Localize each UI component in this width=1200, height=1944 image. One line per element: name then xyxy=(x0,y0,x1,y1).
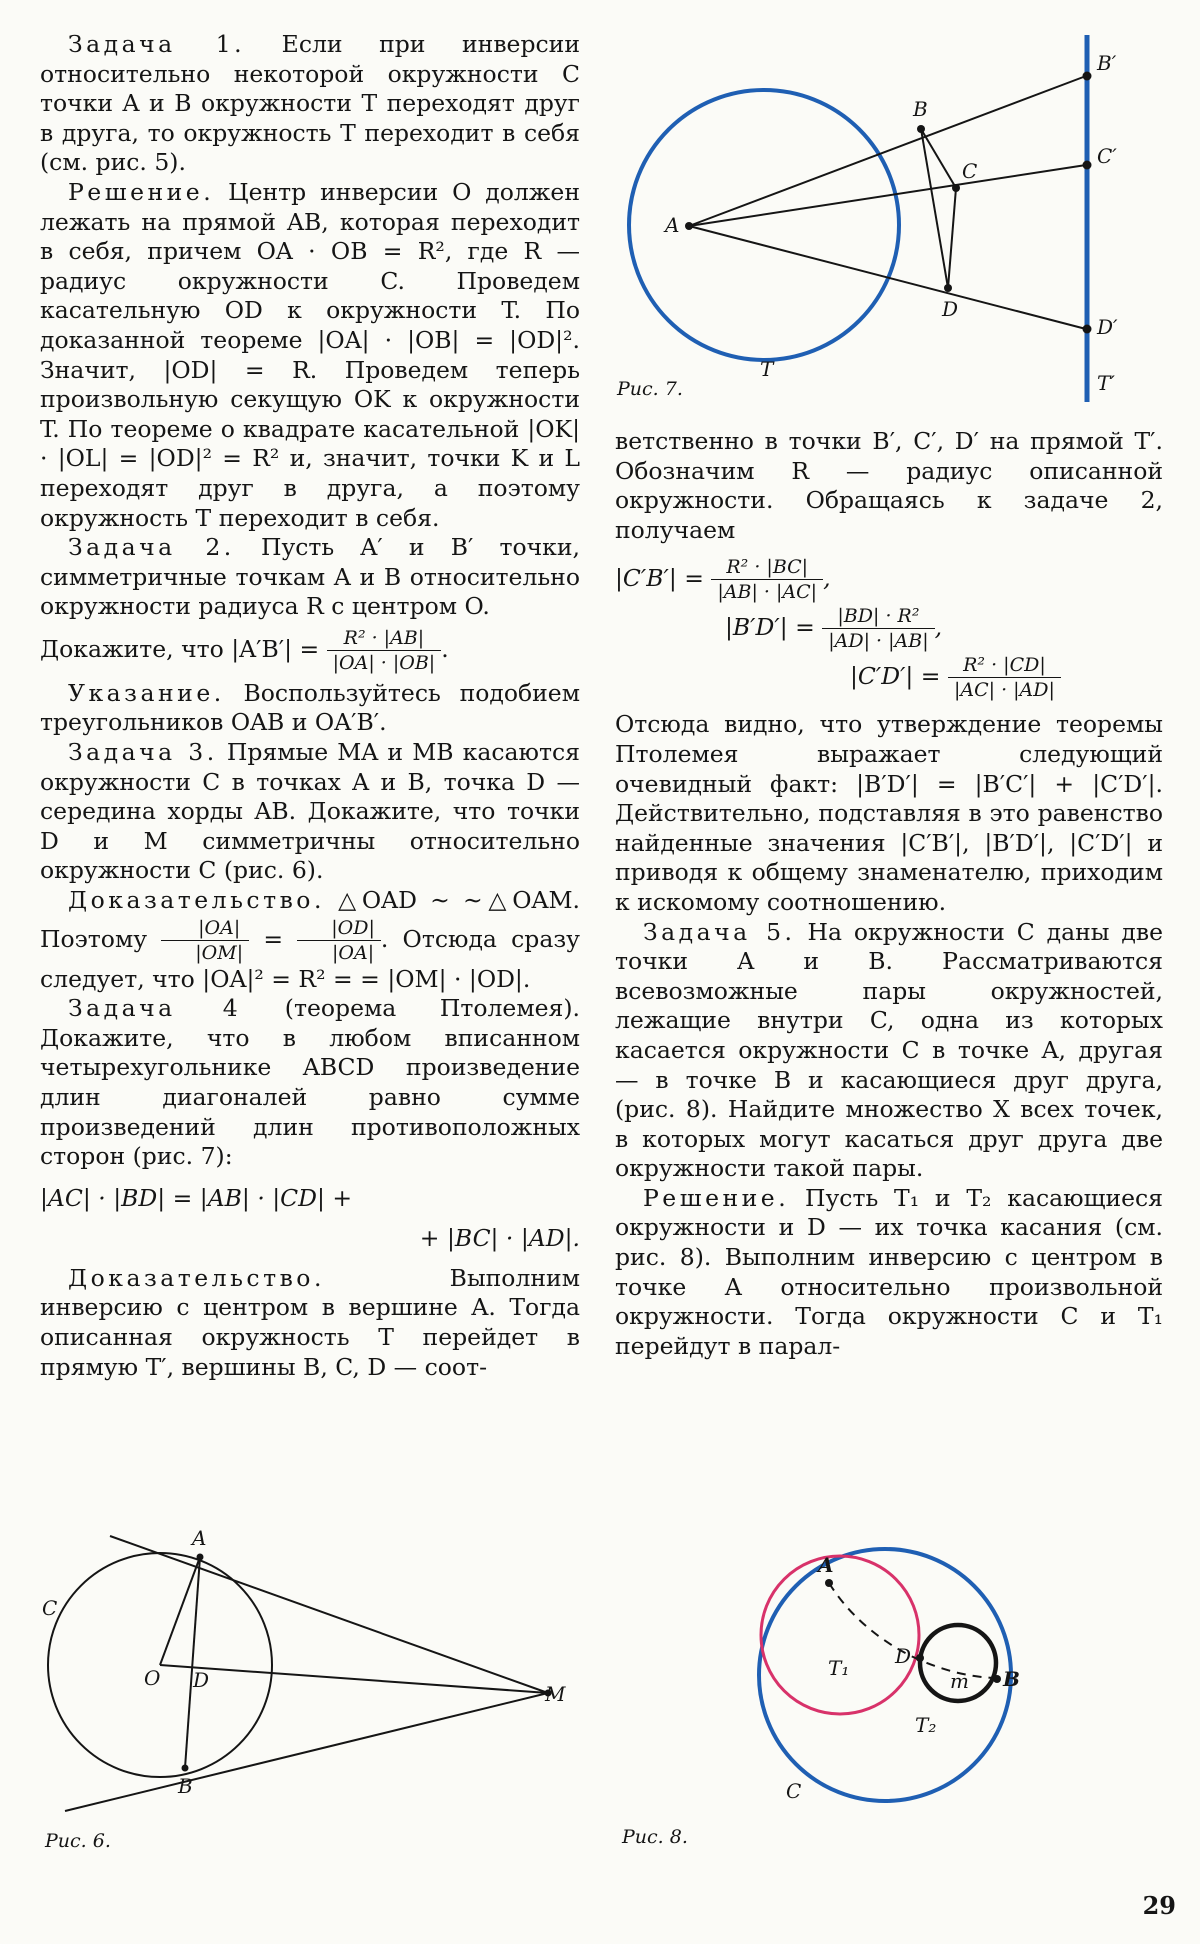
fig7-point-b-prime xyxy=(1083,72,1092,81)
fig8-label-m: m xyxy=(950,1669,969,1693)
proof-3-frac1-den: |OM| xyxy=(195,941,244,964)
ptolemy-equations xyxy=(615,555,1163,702)
ptolemy-formula-line-2: + |BC| · |AD|. xyxy=(419,1223,580,1252)
fig7-point-c xyxy=(952,184,960,192)
problem-4-heading: Задача 4 xyxy=(68,994,242,1023)
ptolemy-formula-line-1: |AC| · |BD| = |AB| · |CD| + xyxy=(40,1183,353,1212)
fig7-point-d-prime xyxy=(1083,325,1092,334)
eq1-lhs: |C′B′| = xyxy=(615,564,712,593)
problem-2-frac-num: R² · |AB| xyxy=(327,626,442,651)
problem-3-heading: Задача 3. xyxy=(68,738,218,767)
eq1-end: , xyxy=(823,564,831,593)
eq1-fraction xyxy=(711,555,823,604)
problem-2-end: . xyxy=(441,634,449,663)
fig7-label-c-prime: C′ xyxy=(1097,144,1117,168)
proof-4-heading: Доказательство. xyxy=(68,1263,325,1292)
fig7-label-t: T xyxy=(760,357,774,381)
problem-2-fraction xyxy=(327,626,442,675)
problem-2-statement xyxy=(40,626,580,675)
fig6-lines xyxy=(65,1536,548,1811)
solution-1-heading: Решение. xyxy=(68,177,215,206)
fig7-label-b: B xyxy=(913,97,928,121)
problem-4 xyxy=(40,994,580,1172)
proof-3-eq: = xyxy=(249,924,298,953)
solution-5-heading: Решение. xyxy=(643,1183,790,1212)
problem-1-text: Если при инверсии относительно некоторой окружности C точки A и B окружности T переходят друг в друга, то окружность T переходит в себя (см. рис. 5). xyxy=(40,30,580,177)
proof-3-frac1-num: |OA| xyxy=(161,916,249,941)
fig6-point-b xyxy=(182,1765,189,1772)
proof-3-fraction-1 xyxy=(161,916,249,965)
proof-3-text-2: . Отсюда сразу следует, что |OA|² = R² = = |OM| · |OD|. xyxy=(40,924,580,993)
problem-2 xyxy=(40,533,580,622)
eq2-end: , xyxy=(934,613,943,642)
fig8-label-t1: T₁ xyxy=(828,1656,850,1680)
eq3-fraction xyxy=(948,653,1061,702)
fig7-point-c-prime xyxy=(1083,161,1092,170)
eq2-fraction xyxy=(822,604,934,653)
problem-5 xyxy=(615,918,1163,1184)
equation-2 xyxy=(725,604,1163,653)
proof-3-fraction-2 xyxy=(297,916,381,965)
continuation-text: ветственно в точки B′, C′, D′ на прямой T′. Обозначим R — радиус описанной окружности. Обращаясь к задаче 2, получаем xyxy=(615,427,1163,544)
problem-5-heading: Задача 5. xyxy=(643,917,796,946)
eq1-num: R² · |BC| xyxy=(711,555,823,580)
fig8-label-c: C xyxy=(786,1779,802,1803)
fig8-label-a: A xyxy=(818,1553,834,1577)
fig6-label-m: M xyxy=(545,1682,566,1706)
fig7-point-a xyxy=(685,222,693,230)
solution-5-text: Пусть T₁ и T₂ касающиеся окружности и D — их точка касания (см. рис. 8). Выполним инверсию с центром в точке A относительно произвольной окружности. Тогда окружности C и T₁ перейдут в парал- xyxy=(615,1183,1163,1360)
page-number: 29 xyxy=(1142,1891,1176,1920)
figure-8 xyxy=(740,1545,1070,1825)
eq2-num: |BD| · R² xyxy=(822,604,934,629)
solution-5 xyxy=(615,1184,1163,1362)
fig8-label-t2: T₂ xyxy=(915,1713,937,1737)
figure-7-caption: Рис. 7. xyxy=(617,378,683,400)
problem-2-heading: Задача 2. xyxy=(68,533,235,562)
fig7-points xyxy=(685,72,1092,334)
figure-7 xyxy=(610,30,1118,410)
fig6-tangent-mb xyxy=(65,1693,548,1811)
fig6-label-a: A xyxy=(192,1526,207,1550)
fig7-label-b-prime: B′ xyxy=(1097,51,1117,75)
left-column xyxy=(40,30,580,1382)
proof-3-frac2-num: |OD| xyxy=(297,916,381,941)
eq1-den: |AB| · |AC| xyxy=(717,581,818,604)
fig7-lines xyxy=(689,76,1086,329)
fig7-point-b xyxy=(917,125,925,133)
equation-3 xyxy=(850,653,1163,702)
problem-3 xyxy=(40,738,580,886)
fig6-label-o: O xyxy=(144,1666,161,1690)
fig7-point-d xyxy=(944,284,952,292)
fig7-label-d: D xyxy=(942,297,959,321)
eq3-num: R² · |CD| xyxy=(948,653,1061,678)
fig8-point-d xyxy=(916,1654,924,1662)
fig6-point-a xyxy=(197,1554,204,1561)
fig7-chord-cd xyxy=(948,188,956,288)
fig8-label-b: B xyxy=(1003,1667,1020,1691)
proof-4-text: Выполним инверсию с центром в вершине A. Тогда описанная окружность T перейдет в прямую T′, вершины B, C, D — соот- xyxy=(40,1263,580,1381)
eq3-den: |AC| · |AD| xyxy=(953,679,1055,702)
fig6-tangent-ma xyxy=(110,1536,548,1693)
fig6-label-c: C xyxy=(42,1596,58,1620)
eq2-lhs: |B′D′| = xyxy=(725,613,823,642)
figure-6 xyxy=(40,1525,580,1815)
fig7-label-d-prime: D′ xyxy=(1097,315,1118,339)
figure-6-caption: Рис. 6. xyxy=(45,1830,111,1852)
proof-3-frac2-den: |OA| xyxy=(332,941,375,964)
fig7-label-a: A xyxy=(665,213,680,237)
solution-1 xyxy=(40,178,580,533)
fig7-line-ab xyxy=(689,76,1086,226)
problem-2-frac-den: |OA| · |OB| xyxy=(332,651,436,674)
figure-8-caption: Рис. 8. xyxy=(622,1826,688,1848)
fig7-label-c: C xyxy=(962,159,978,183)
ptolemy-conclusion: Отсюда видно, что утверждение теоремы Птолемея выражает следующий очевидный факт: |B′D′| = |B′C′| + |C′D′|. Действительно, подставляя в это равенство найденные значения |C′B′|, |B′D′|, |C′D′| и приводя к общему знаменателю, приходим к искомому соотношению. xyxy=(615,710,1163,916)
ptolemy-formula xyxy=(40,1178,580,1258)
fig8-circle-t1 xyxy=(761,1556,919,1714)
hint-2-heading: Указание. xyxy=(68,678,225,707)
fig8-point-a xyxy=(825,1579,833,1587)
proof-3 xyxy=(40,886,580,994)
problem-1-heading: Задача 1. xyxy=(68,30,246,58)
problem-4-text: (теорема Птолемея). Докажите, что в любом вписанном четырехугольнике ABCD произведение длин диагоналей равно сумме произведений длин противоположных сторон (рис. 7): xyxy=(40,994,580,1171)
fig7-line-ad xyxy=(689,226,1086,329)
problem-5-text: На окружности C даны две точки A и B. Рассматриваются всевозможные пары окружностей, лежащие внутри C, одна из которых касается окружности C в точке A, другая — в точке B и касающиеся друг друга, (рис. 8). Найдите множество X всех точек, в которых могут касаться друг друга две окружности такой пары. xyxy=(615,917,1164,1183)
hint-2 xyxy=(40,679,580,738)
proof-4 xyxy=(40,1264,580,1382)
eq3-lhs: |C′D′| = xyxy=(850,662,948,691)
problem-3-text: Прямые MA и MB касаются окружности C в точках A и B, точка D — середина хорды AB. Докажите, что точки D и M симметричны относительно окружности C (рис. 6). xyxy=(40,738,580,885)
fig6-label-d: D xyxy=(193,1668,210,1692)
fig6-label-b: B xyxy=(178,1774,193,1798)
fig6-line-om xyxy=(160,1665,548,1693)
problem-1 xyxy=(40,30,580,178)
hint-2-text: Воспользуйтесь подобием треугольников OAB и OA′B′. xyxy=(40,678,580,737)
fig7-label-t-prime: T′ xyxy=(1097,371,1115,395)
problem-2-prove: Докажите, что |A′B′| = xyxy=(40,634,327,663)
proof-3-text-1: △OAD ∼ ∼△OAM. Поэтому xyxy=(40,886,580,953)
right-column xyxy=(615,427,1163,1361)
proof-3-heading: Доказательство. xyxy=(68,886,325,915)
eq2-den: |AD| · |AB| xyxy=(828,630,929,653)
problem-2-text: Пусть A′ и B′ точки, симметричные точкам A и B относительно окружности радиуса R с центром O. xyxy=(40,533,580,621)
equation-1 xyxy=(615,555,1163,604)
fig8-point-b xyxy=(993,1675,1001,1683)
solution-1-text: Центр инверсии O должен лежать на прямой AB, которая переходит в себя, причем OA · OB = R², где R — радиус окружности C. Проведем касательную OD к окружности T. По доказанной теореме |OA| · |OB| = |OD|². Значит, |OD| = R. Проведем теперь произвольную секущую OK к окружности T. По теореме о квадрате касательной |OK| · |OL| = |OD|² = R² и, значит, точки K и L переходят друг в друга, а поэтому окружность T переходит в себя. xyxy=(40,177,580,532)
fig8-label-d: D xyxy=(895,1644,912,1668)
